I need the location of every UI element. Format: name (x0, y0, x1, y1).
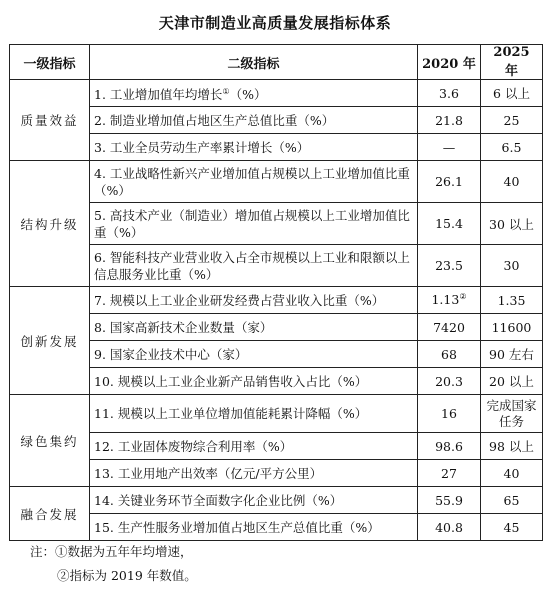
category-quality: 质量效益 (10, 80, 90, 161)
indicator-table (9, 44, 543, 541)
header-level2: 二级指标 (90, 45, 418, 80)
indicator-cell: 2. 制造业增加值占地区生产总值比重（%） (90, 107, 418, 134)
table-row (10, 134, 543, 161)
indicator-cell: 4. 工业战略性新兴产业增加值占规模以上工业增加值比重（%） (90, 161, 418, 203)
indicator-cell: 5. 高技术产业（制造业）增加值占规模以上工业增加值比重（%） (90, 203, 418, 245)
table-row (10, 80, 543, 107)
indicator-cell: 9. 国家企业技术中心（家） (90, 341, 418, 368)
table-row (10, 107, 543, 134)
value-2025: 30 (481, 245, 543, 287)
value-2020: 3.6 (418, 80, 481, 107)
footnote-1: 注：①数据为五年年均增速， (30, 544, 193, 559)
value-2025: 1.35 (481, 287, 543, 314)
table-row (10, 514, 543, 541)
indicator-cell: 10. 规模以上工业企业新产品销售收入占比（%） (90, 368, 418, 395)
indicator-cell: 8. 国家高新技术企业数量（家） (90, 314, 418, 341)
table-title: 天津市制造业高质量发展指标体系 (158, 14, 392, 32)
footnote-2: ②指标为 2019 年数值。 (57, 568, 197, 583)
value-2020: 26.1 (418, 161, 481, 203)
header-2025: 2025 年 (481, 45, 543, 80)
header-2020: 2020 年 (418, 45, 481, 80)
value-2025: 40 (481, 161, 543, 203)
table-row (10, 341, 543, 368)
value-2020: 21.8 (418, 107, 481, 134)
value-2025: 6.5 (481, 134, 543, 161)
category-green: 绿色集约 (10, 395, 90, 487)
value-2025: 65 (481, 487, 543, 514)
value-2020: 15.4 (418, 203, 481, 245)
value-2025: 90 左右 (481, 341, 543, 368)
value-2025: 98 以上 (481, 433, 543, 460)
value-2020: 68 (418, 341, 481, 368)
value-2020: 1.13② (418, 287, 481, 314)
table-row (10, 287, 543, 314)
value-2020: 23.5 (418, 245, 481, 287)
value-2025: 完成国家任务 (481, 395, 543, 433)
header-row (10, 45, 543, 80)
value-2020: 20.3 (418, 368, 481, 395)
indicator-cell: 12. 工业固体废物综合利用率（%） (90, 433, 418, 460)
indicator-cell: 3. 工业全员劳动生产率累计增长（%） (90, 134, 418, 161)
category-integration: 融合发展 (10, 487, 90, 541)
value-2025: 6 以上 (481, 80, 543, 107)
value-2020: 7420 (418, 314, 481, 341)
value-2020: 55.9 (418, 487, 481, 514)
table-row (10, 161, 543, 203)
value-2020: 16 (418, 395, 481, 433)
value-2025: 40 (481, 460, 543, 487)
value-2025: 45 (481, 514, 543, 541)
value-2020: — (418, 134, 481, 161)
table-row (10, 245, 543, 287)
category-structure: 结构升级 (10, 161, 90, 287)
value-2025: 11600 (481, 314, 543, 341)
table-row (10, 368, 543, 395)
table-row (10, 203, 543, 245)
value-2025: 25 (481, 107, 543, 134)
table-row (10, 460, 543, 487)
indicator-cell: 1. 工业增加值年均增长①（%） (90, 80, 418, 107)
value-2025: 20 以上 (481, 368, 543, 395)
table-row (10, 395, 543, 433)
table-row (10, 433, 543, 460)
value-2025: 30 以上 (481, 203, 543, 245)
value-2020: 98.6 (418, 433, 481, 460)
indicator-cell: 7. 规模以上工业企业研发经费占营业收入比重（%） (90, 287, 418, 314)
indicator-cell: 6. 智能科技产业营业收入占全市规模以上工业和限额以上信息服务业比重（%） (90, 245, 418, 287)
header-level1: 一级指标 (10, 45, 90, 80)
footnotes (30, 540, 197, 588)
table-row (10, 314, 543, 341)
indicator-cell: 14. 关键业务环节全面数字化企业比例（%） (90, 487, 418, 514)
value-2020: 27 (418, 460, 481, 487)
indicator-cell: 11. 规模以上工业单位增加值能耗累计降幅（%） (90, 395, 418, 433)
indicator-cell: 13. 工业用地产出效率（亿元/平方公里） (90, 460, 418, 487)
category-innovation: 创新发展 (10, 287, 90, 395)
indicator-cell: 15. 生产性服务业增加值占地区生产总值比重（%） (90, 514, 418, 541)
table-row (10, 487, 543, 514)
value-2020: 40.8 (418, 514, 481, 541)
